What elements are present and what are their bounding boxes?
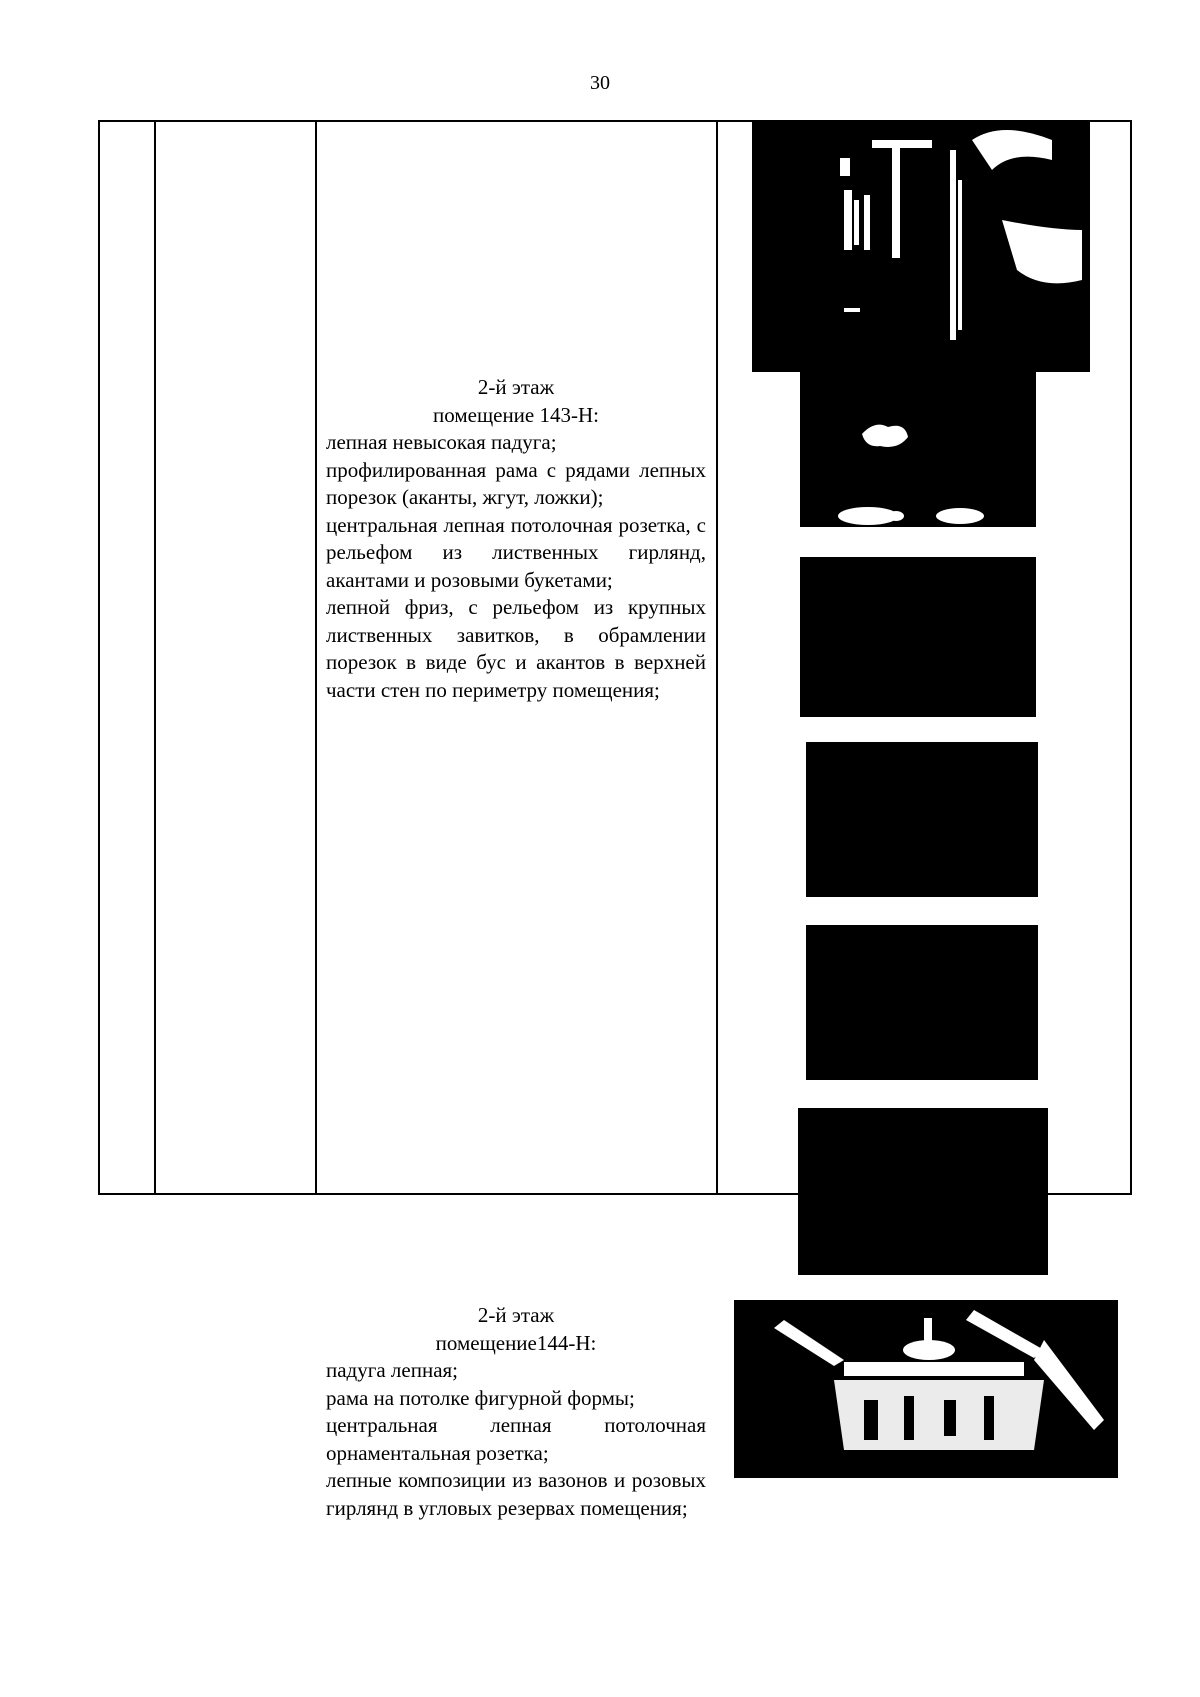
column-divider-1 [154, 120, 156, 1195]
room-143-item: центральная лепная потолочная розетка, с рельефом из лиственных гирлянд, акантами и розовыми букетами; [326, 512, 706, 592]
column-divider-2 [315, 120, 317, 1195]
room-144-item: рама на потолке фигурной формы; [326, 1385, 635, 1410]
room-144-item: падуга лепная; [326, 1358, 459, 1382]
room-144-description [326, 1302, 706, 1522]
room-143-floor: 2-й этаж [477, 375, 555, 399]
room-143-item: лепная невысокая падуга; [326, 430, 557, 454]
photo-room-144-ceiling [734, 1300, 1118, 1478]
room-143-item: лепной фриз, с рельефом из крупных лиственных завитков, в обрамлении порезок в виде бус и акантов в верхней части стен по периметру помещения; [326, 595, 706, 702]
photo-room-143-detail-4 [798, 1108, 1048, 1275]
page-number: 30 [590, 72, 610, 94]
photo-room-143-detail-3 [806, 925, 1038, 1080]
photo-room-143-detail-1 [800, 557, 1036, 717]
room-143-description [326, 374, 706, 704]
photo-room-143-ceiling [752, 120, 1090, 372]
room-144-item: лепные композиции из вазонов и розовых гирлянд в угловых резервах помещения; [326, 1468, 706, 1520]
room-144-title: помещение144-Н: [435, 1330, 597, 1355]
column-divider-3 [716, 120, 718, 1195]
room-144-floor: 2-й этаж [477, 1303, 555, 1327]
room-144-item: центральная лепная потолочная орнаментальная розетка; [326, 1413, 706, 1465]
photo-room-143-rosette [800, 372, 1036, 527]
photo-room-143-detail-2 [806, 742, 1038, 897]
room-143-title: помещение 143-Н: [433, 402, 599, 427]
room-143-item: профилированная рама с рядами лепных порезок (аканты, жгут, ложки); [326, 457, 706, 509]
